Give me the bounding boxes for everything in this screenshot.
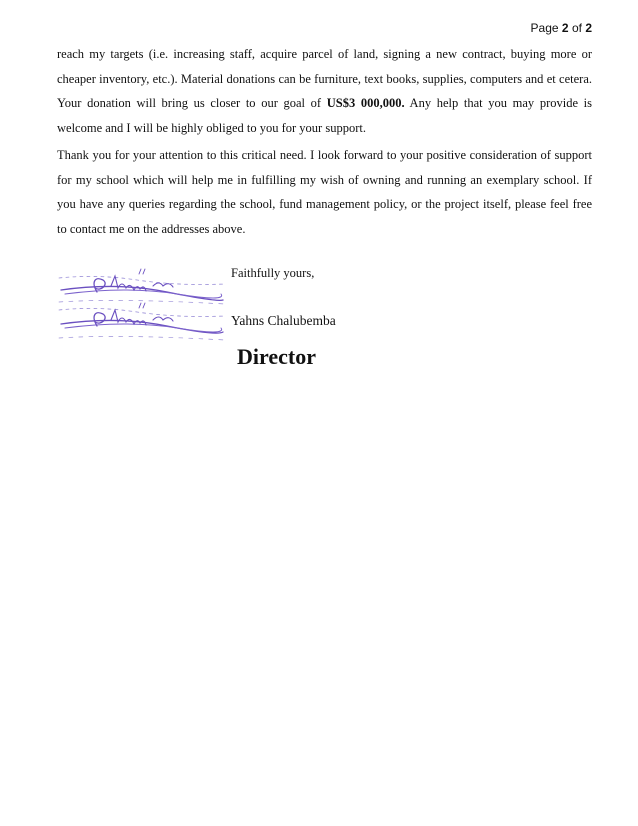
page-number: Page 2 of 2 — [530, 21, 592, 35]
body-paragraph-donations: reach my targets (i.e. increasing staff, acquire parcel of land, signing a new contract, buying more or cheaper inventory, etc.). Material donations can be furniture, text books, supplies, computers and et cetera. Your donation will bring us closer to our goal of US$3 000,000. Any help that you may provide is welcome and I will be highly obliged to you for your support. — [57, 47, 592, 135]
handwritten-signature — [57, 264, 227, 349]
signer-title: Director — [237, 344, 316, 369]
body-paragraph-thanks: Thank you for your attention to this critical need. I look forward to your positive consideration of support for my school which will help me in fulfilling my wish of owning and running an exemplary school. If you have any queries regarding the school, fund management policy, or the project itself, please feel free to contact me on the addresses above. — [57, 148, 592, 236]
closing-salutation: Faithfully yours, — [231, 266, 315, 280]
signer-name: Yahns Chalubemba — [231, 313, 336, 328]
donation-goal-amount: US$3 000,000. — [326, 96, 405, 110]
